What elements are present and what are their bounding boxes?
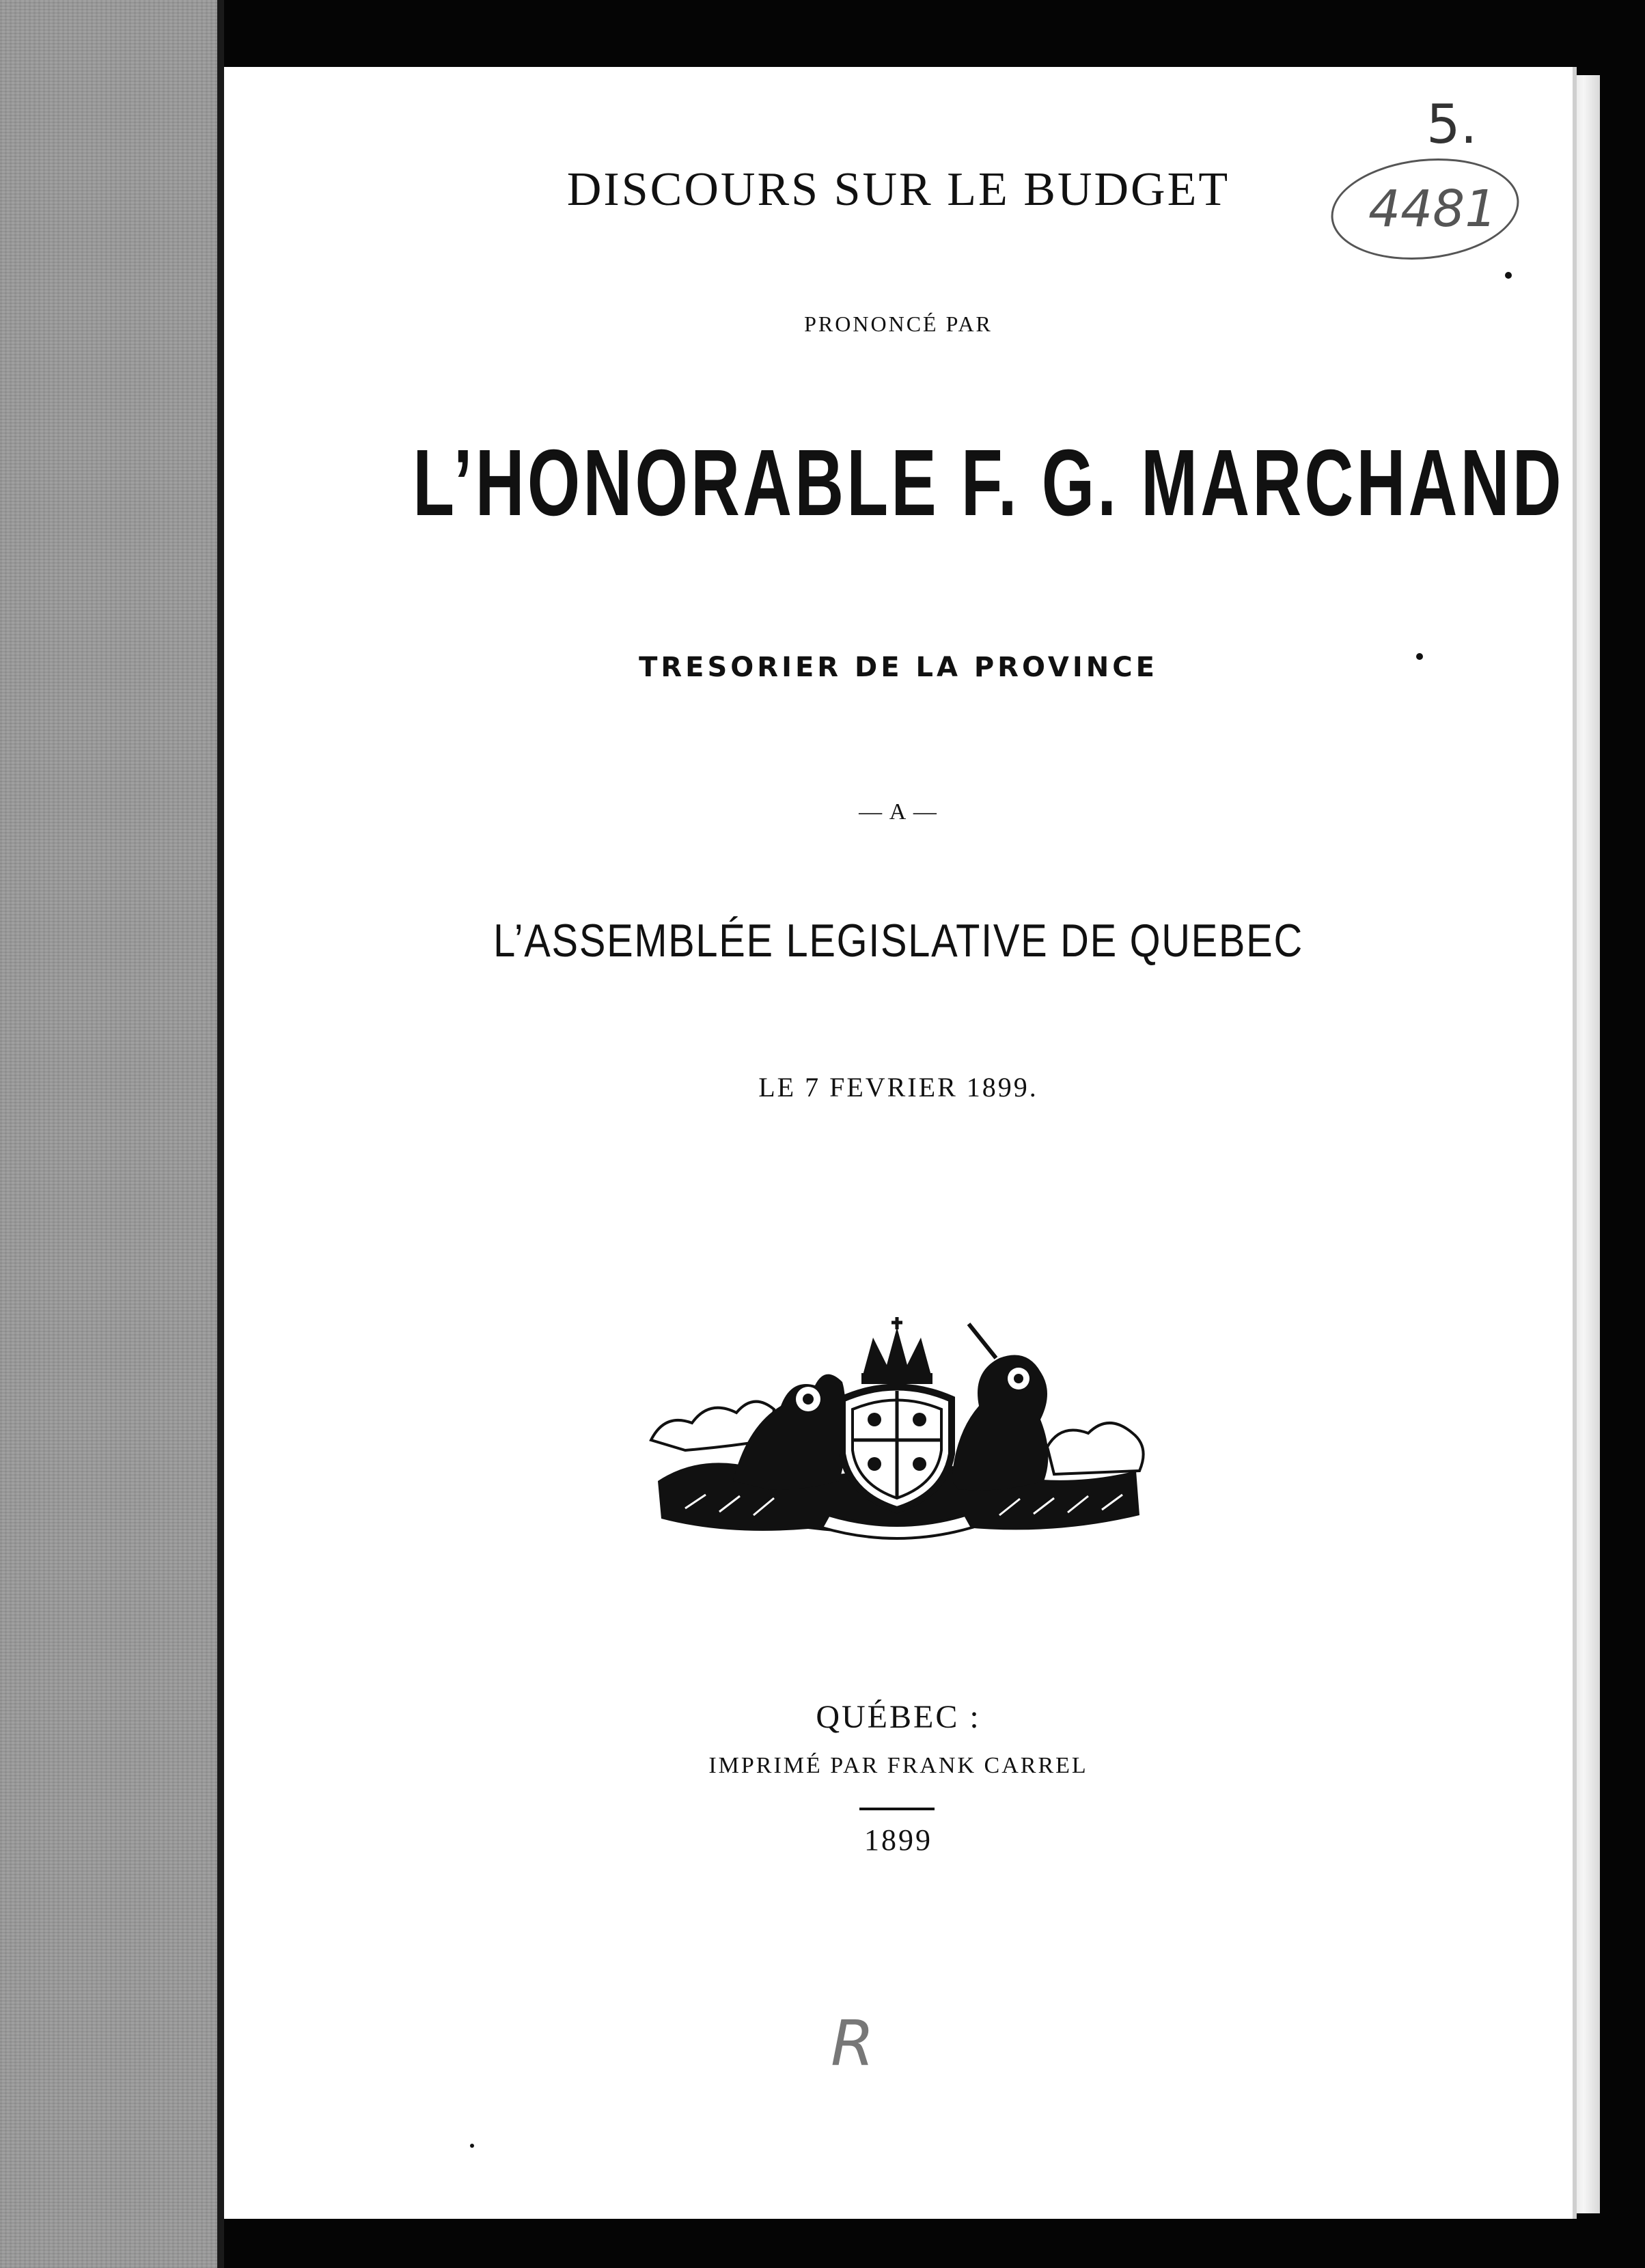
- publication-year: 1899: [864, 1823, 932, 1857]
- title-page: [224, 67, 1577, 2219]
- speaker-role: TRESORIER DE LA PROVINCE: [639, 652, 1158, 683]
- a-separator: — A —: [859, 799, 938, 825]
- ink-speck: [1416, 653, 1423, 660]
- speaker-name: L’HONORABLE F. G. MARCHAND: [413, 430, 1564, 536]
- prononce-label: PRONONCÉ PAR: [804, 312, 993, 336]
- handwritten-circled-number: 4481: [1368, 180, 1497, 238]
- publication-place: QUÉBEC :: [816, 1699, 981, 1735]
- divider-rule: [859, 1808, 935, 1810]
- printer-line: IMPRIMÉ PAR FRANK CARREL: [708, 1753, 1088, 1778]
- binding-seam: [217, 0, 224, 2268]
- book-spine: [0, 0, 217, 2268]
- ink-speck: [470, 2144, 474, 2148]
- ink-speck: [1505, 272, 1512, 279]
- assembly-name: L’ASSEMBLÉE LEGISLATIVE DE QUEBEC: [493, 915, 1303, 967]
- coat-of-arms-emblem: [644, 1310, 1150, 1556]
- handwritten-r-mark: R: [831, 2007, 874, 2080]
- page-edge: [1573, 75, 1600, 2213]
- document-title: DISCOURS SUR LE BUDGET: [566, 163, 1230, 216]
- handwritten-number-top: 5.: [1426, 94, 1478, 156]
- speech-date: LE 7 FEVRIER 1899.: [758, 1072, 1038, 1103]
